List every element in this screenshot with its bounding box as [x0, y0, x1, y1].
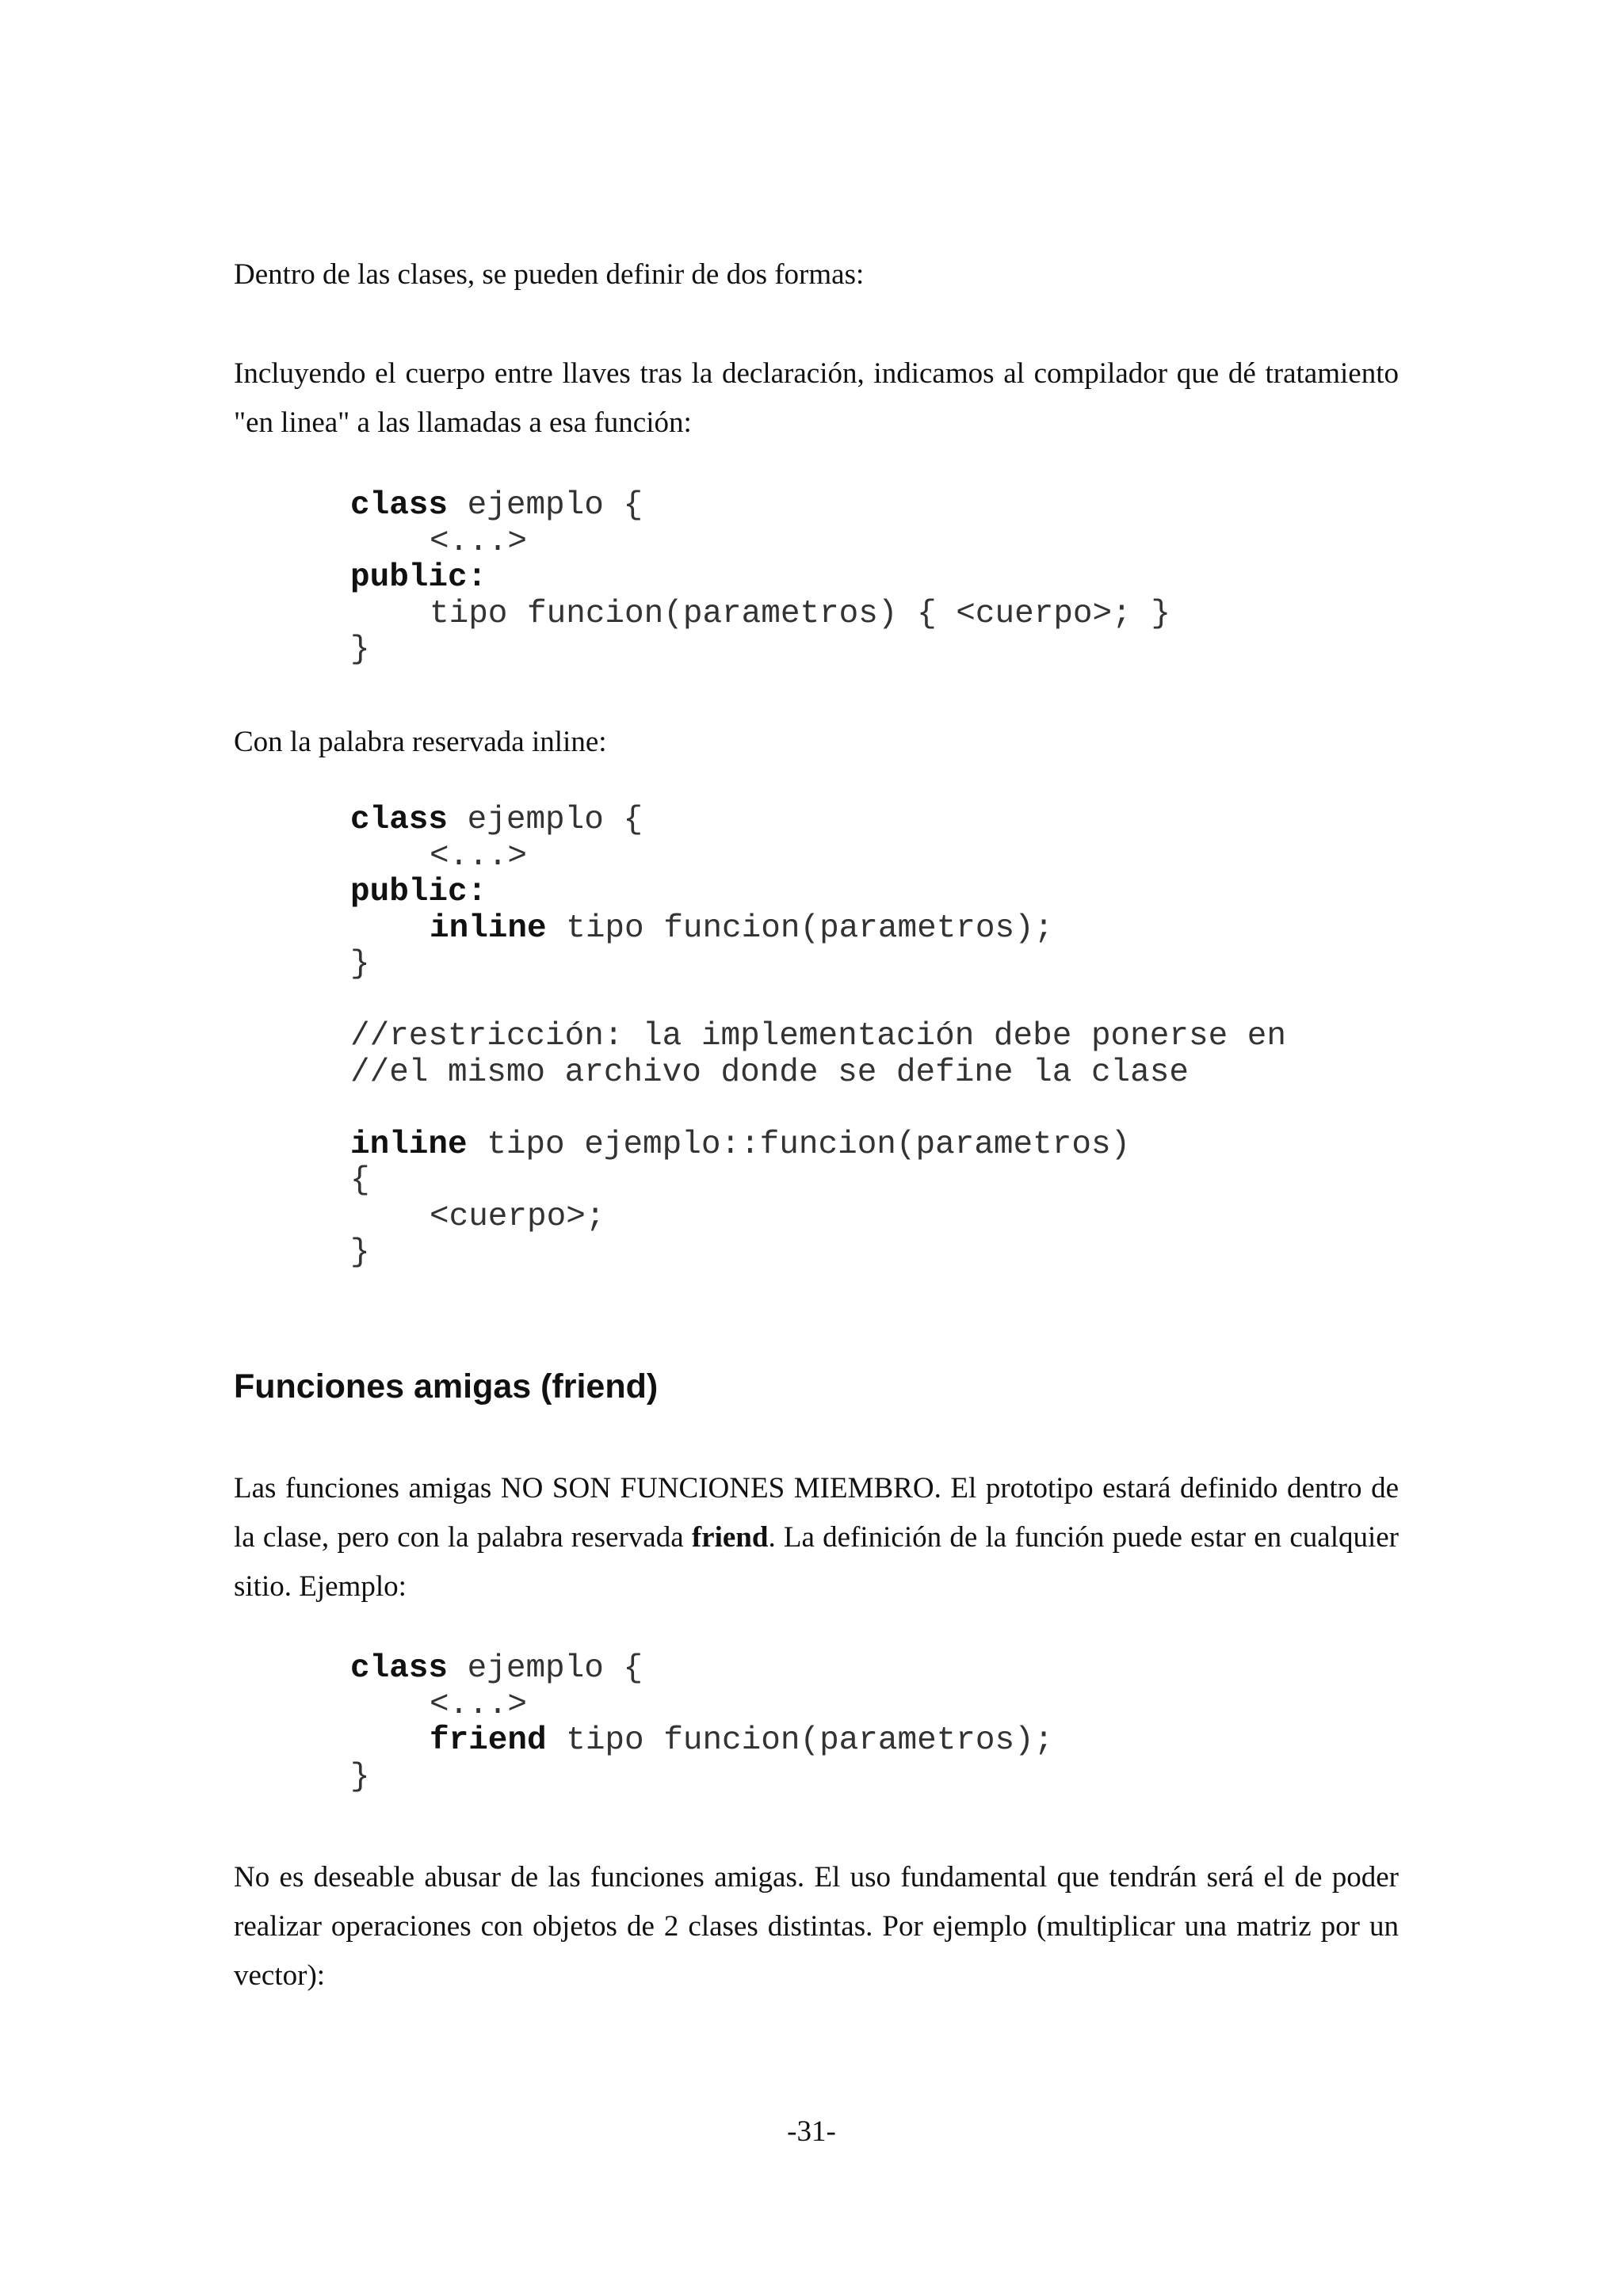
code-keyword: friend [430, 1722, 547, 1759]
friend-keyword-emphasis: friend [691, 1521, 769, 1554]
inline-keyword-paragraph: Con la palabra reservada inline: [234, 726, 607, 758]
code-text: } [350, 1234, 370, 1271]
intro-paragraph: Dentro de las clases, se pueden definir de dos formas: [234, 258, 865, 291]
code-text: : [467, 559, 487, 596]
paragraph-text: Las funciones amigas NO SON FUNCIONES MIEMBRO. El prototipo estará definido dentro de la clase, pero con la palabra reservada [234, 1472, 1399, 1554]
code-text: <cuerpo>; [430, 1198, 605, 1235]
code-text: <...> [430, 523, 528, 560]
code-text: } [350, 631, 370, 668]
code-keyword: inline [350, 1126, 468, 1163]
code-keyword: public [350, 874, 468, 910]
code-keyword: inline [430, 910, 547, 947]
code-block-inline-body [350, 488, 1170, 669]
code-text: } [350, 946, 370, 982]
code-text: ejemplo { [448, 487, 643, 524]
code-block-inline-keyword [350, 803, 1286, 1272]
code-text: <...> [430, 837, 528, 875]
code-text: tipo funcion(parametros); [546, 910, 1054, 947]
code-keyword: class [350, 1650, 449, 1687]
code-text: tipo funcion(parametros); [546, 1722, 1054, 1759]
code-text: tipo ejemplo::funcion(parametros) [467, 1126, 1131, 1163]
page-number: -31- [787, 2115, 836, 2148]
paragraph-text: . La definición de la función puede estar en cualquier sitio. Ejemplo: [234, 1521, 1399, 1603]
code-text: : [467, 874, 487, 910]
code-text: ejemplo { [448, 1650, 643, 1687]
code-text: <...> [430, 1686, 528, 1723]
code-text: } [350, 1758, 370, 1795]
code-keyword: public [350, 559, 468, 596]
code-comment: //restricción: la implementación debe ponerse en [350, 1018, 1286, 1055]
code-keyword: class [350, 487, 449, 524]
friend-description-paragraph [234, 1464, 1399, 1611]
code-block-friend [350, 1651, 1053, 1795]
friend-usage-paragraph: No es deseable abusar de las funciones amigas. El uso fundamental que tendrán será el de poder realizar operaciones con objetos de 2 clases distintas. Por ejemplo (multiplicar una matriz por un vector): [234, 1861, 1399, 1992]
code-text: ejemplo { [448, 802, 643, 838]
code-keyword: class [350, 802, 449, 838]
code-text: { [350, 1162, 370, 1199]
code-comment: //el mismo archivo donde se define la clase [350, 1054, 1189, 1091]
code-text: tipo funcion(parametros) { <cuerpo>; } [430, 595, 1170, 632]
section-heading: Funciones amigas (friend) [234, 1367, 659, 1405]
inline-body-paragraph: Incluyendo el cuerpo entre llaves tras la declaración, indicamos al compilador que dé tratamiento "en linea" a las llamadas a esa función: [234, 357, 1399, 439]
